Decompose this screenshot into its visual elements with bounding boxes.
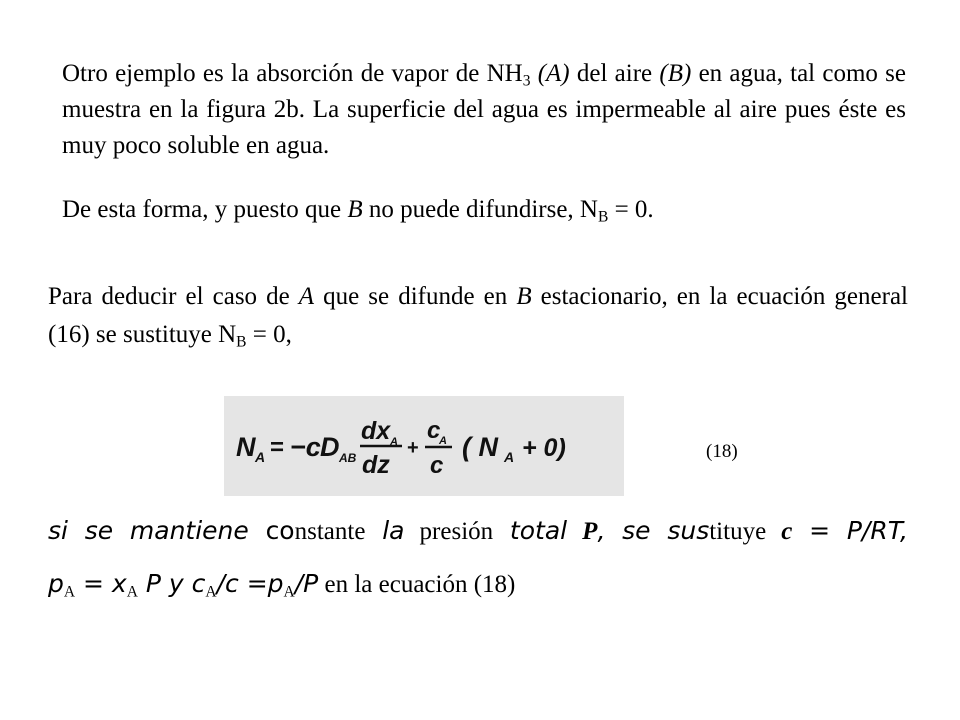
eq-symbol-n: N xyxy=(236,432,256,462)
italic-run: total xyxy=(493,516,568,545)
eq-c-denominator: c xyxy=(430,452,444,479)
italic-run: , xyxy=(597,516,606,545)
eq-c-numerator: c xyxy=(427,417,441,444)
italic-run: (A) xyxy=(537,60,570,87)
eq-paren-n: ( N xyxy=(462,432,498,462)
text-run: no puede difundirse, N xyxy=(362,196,598,223)
subscript: A xyxy=(63,583,76,601)
eq-dx-sub-a: A xyxy=(390,436,398,448)
italic-run: si se mantiene xyxy=(48,516,249,545)
subscript: A xyxy=(205,583,217,601)
text-run: que se difunde en xyxy=(314,283,517,310)
eq-equals: = xyxy=(270,434,285,461)
text-run: Otro ejemplo es la absorción de vapor de NH xyxy=(62,60,523,87)
italic-run: = x xyxy=(75,569,127,598)
text-run: Para deducir el caso de xyxy=(48,283,299,310)
italic-run: p xyxy=(48,569,64,598)
italic-run: A xyxy=(298,283,315,310)
text-run: De esta forma, y puesto que xyxy=(62,196,348,223)
eq-sub-ab: AB xyxy=(339,451,357,465)
equation-number: (18) xyxy=(706,441,738,462)
text-run: = 0. xyxy=(608,196,654,223)
text-run: en la ecuación (18) xyxy=(318,571,516,598)
paragraph-nb-zero xyxy=(62,192,906,228)
paragraph-constant-pressure xyxy=(48,513,908,550)
eq-c-sub-a: A xyxy=(439,435,447,447)
subscript: B xyxy=(597,208,609,226)
italic-run: P y c xyxy=(137,569,206,598)
italic-run: B xyxy=(347,196,363,223)
equation-image xyxy=(224,396,624,496)
italic-run: /P xyxy=(294,569,319,598)
bold-italic-run: P xyxy=(567,518,598,545)
eq-sub-a: A xyxy=(255,449,266,465)
eq-plus: + xyxy=(407,437,419,459)
eq-dx: dx xyxy=(361,417,391,445)
paragraph-deduction xyxy=(48,278,908,354)
italic-run: = P/RT, xyxy=(792,516,908,545)
text-run: nstante xyxy=(294,518,366,545)
italic-run: se sus xyxy=(605,516,710,545)
subscript: 3 xyxy=(522,72,531,90)
italic-run: (B) xyxy=(659,60,692,87)
text-run: en agua, tal como se muestra en la figura 2b. La superficie del agua es impermeable al aire pues éste es muy poco soluble en agua. xyxy=(62,60,906,159)
italic-run: /c =p xyxy=(216,569,284,598)
eq-dz: dz xyxy=(362,451,390,479)
eq-paren-sub-a: A xyxy=(504,449,515,465)
text-run: presión xyxy=(404,518,494,545)
italic-run: B xyxy=(516,283,532,310)
text-run xyxy=(530,60,537,87)
text-run: = 0, xyxy=(246,321,292,348)
subscript: A xyxy=(126,583,138,601)
text-run: tituye xyxy=(709,518,767,545)
paragraph-ammonia-example xyxy=(62,56,906,164)
italic-run: la xyxy=(365,516,405,545)
subscript: A xyxy=(283,583,295,601)
text-run: co xyxy=(248,516,295,545)
eq-minus-c: −c xyxy=(290,432,321,462)
bold-italic-run: c xyxy=(766,518,793,545)
paragraph-partial-pressure xyxy=(48,566,908,603)
text-run: estacionario, en la ecuación general (16) se sustituye N xyxy=(48,283,908,348)
text-run: del aire xyxy=(569,60,660,87)
eq-symbol-d: D xyxy=(320,432,340,462)
subscript: B xyxy=(236,333,247,351)
eq-plus-zero: + 0) xyxy=(522,434,566,462)
